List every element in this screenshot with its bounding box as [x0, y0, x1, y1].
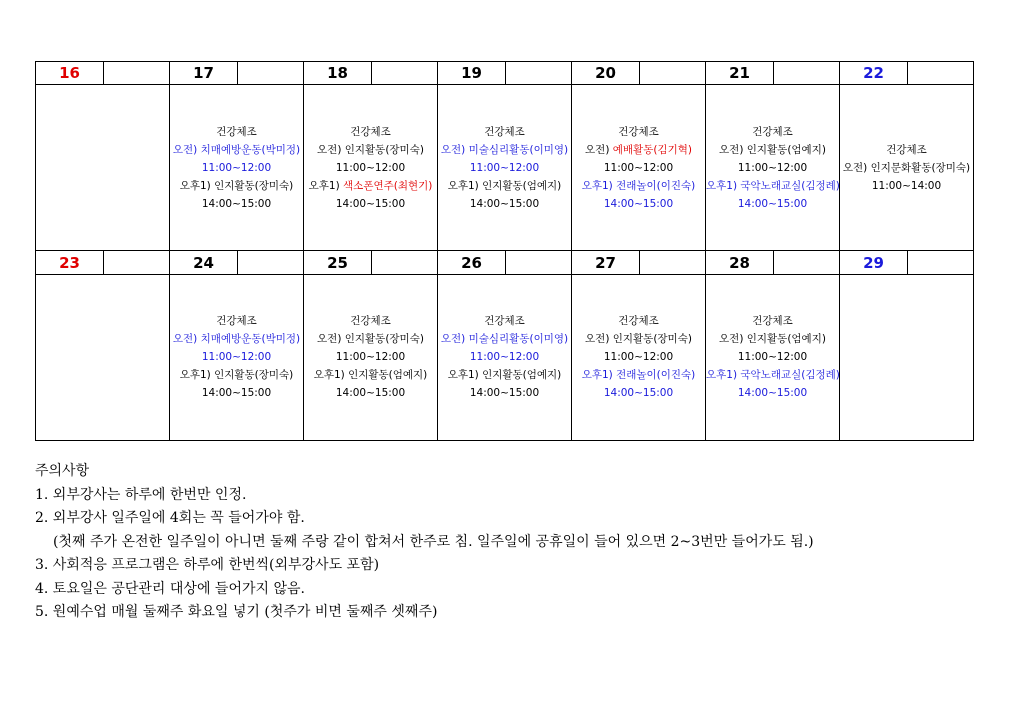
day-number: 21 [706, 62, 774, 85]
day-number: 20 [572, 62, 640, 85]
week-header-row [36, 62, 974, 85]
schedule-line: 11:00~12:00 [335, 351, 406, 364]
day-number: 24 [170, 251, 238, 274]
schedule-line [304, 177, 437, 195]
day-number: 19 [438, 62, 506, 85]
day-schedule-cell [170, 85, 304, 251]
day-schedule-cell [36, 85, 170, 251]
schedule-line: 오전) 미술심리활동(이미영) [440, 143, 569, 156]
week-body-row [36, 274, 974, 440]
day-number: 17 [170, 62, 238, 85]
day-number: 29 [840, 251, 908, 274]
schedule-line: 14:00~15:00 [201, 387, 272, 400]
schedule-line: 오전) 치매예방운동(박미정) [172, 143, 301, 156]
schedule-line: 14:00~15:00 [335, 197, 406, 210]
day-number: 23 [36, 251, 104, 274]
schedule-line: 건강체조 [484, 125, 525, 138]
schedule-line: 11:00~12:00 [469, 161, 540, 174]
day-schedule-cell [840, 85, 974, 251]
day-number: 28 [706, 251, 774, 274]
note-item: 4. 토요일은 공단관리 대상에 들어가지 않음. [35, 580, 305, 597]
day-schedule-cell [438, 85, 572, 251]
day-number: 16 [36, 62, 104, 85]
schedule-line: 건강체조 [484, 315, 525, 328]
schedule-line: 오후1) 전래놀이(이진숙) [581, 369, 696, 382]
day-schedule-cell [572, 274, 706, 440]
schedule-line: 오후1) 국악노래교실(김정례) [706, 179, 840, 192]
schedule-line: 14:00~15:00 [335, 387, 406, 400]
schedule-line: 오후1) 국악노래교실(김정례) [706, 369, 840, 382]
day-number: 18 [304, 62, 372, 85]
day-header-blank [372, 251, 438, 274]
schedule-line: 14:00~15:00 [603, 197, 674, 210]
day-header-blank [640, 251, 706, 274]
note-item: (첫째 주가 온전한 일주일이 아니면 둘째 주랑 같이 합쳐서 한주로 침. 일주일에 공휴일이 들어 있으면 2~3번만 들어가도 됨.) [53, 533, 814, 550]
schedule-line: 건강체조 [752, 315, 793, 328]
schedule-line: 14:00~15:00 [469, 387, 540, 400]
day-number: 22 [840, 62, 908, 85]
day-schedule-cell [572, 85, 706, 251]
schedule-line: 11:00~12:00 [201, 161, 272, 174]
schedule-line: 오후1) 인지활동(엄예지) [447, 369, 562, 382]
schedule-line: 건강체조 [618, 315, 659, 328]
day-schedule-cell [170, 274, 304, 440]
schedule-line: 11:00~12:00 [603, 161, 674, 174]
day-schedule-cell [706, 274, 840, 440]
schedule-line: 11:00~12:00 [335, 161, 406, 174]
schedule-line: 오전) 인지활동(장미숙) [585, 333, 692, 346]
schedule-line-activity: 예배활동(김기혁) [612, 143, 692, 156]
schedule-line: 14:00~15:00 [201, 197, 272, 210]
schedule-line: 오전) 인지활동(장미숙) [317, 143, 424, 156]
day-header-blank [908, 62, 974, 85]
day-schedule-cell [438, 274, 572, 440]
day-header-blank [238, 251, 304, 274]
schedule-line: 건강체조 [350, 125, 391, 138]
day-schedule-cell [36, 274, 170, 440]
note-item: 1. 외부강사는 하루에 한번만 인정. [35, 486, 247, 503]
schedule-line-prefix: 오후1) [308, 179, 344, 192]
day-header-blank [640, 62, 706, 85]
day-header-blank [908, 251, 974, 274]
notes-title: 주의사항 [35, 463, 90, 479]
schedule-line: 오전) 미술심리활동(이미영) [440, 333, 569, 346]
schedule-line: 건강체조 [886, 143, 927, 156]
day-header-blank [104, 251, 170, 274]
schedule-line: 건강체조 [216, 315, 257, 328]
day-header-blank [238, 62, 304, 85]
schedule-line: 건강체조 [216, 125, 257, 138]
schedule-line: 11:00~12:00 [201, 351, 272, 364]
schedule-line [572, 141, 705, 159]
day-schedule-cell [304, 274, 438, 440]
schedule-line: 11:00~14:00 [871, 179, 942, 192]
schedule-line: 11:00~12:00 [469, 351, 540, 364]
day-number: 26 [438, 251, 506, 274]
day-schedule-cell [304, 85, 438, 251]
note-item: 3. 사회적응 프로그램은 하루에 한번씩(외부강사도 포함) [35, 557, 380, 573]
schedule-line: 14:00~15:00 [603, 387, 674, 400]
day-header-blank [372, 62, 438, 85]
schedule-line: 14:00~15:00 [737, 387, 808, 400]
notes-section [35, 460, 1005, 625]
day-header-blank [506, 251, 572, 274]
schedule-line: 11:00~12:00 [737, 161, 808, 174]
schedule-line: 오전) 인지문화활동(장미숙) [842, 161, 971, 174]
day-header-blank [104, 62, 170, 85]
schedule-line: 오전) 인지활동(장미숙) [317, 333, 424, 346]
day-schedule-cell [706, 85, 840, 251]
note-item: 5. 원예수업 매월 둘째주 화요일 넣기 (첫주가 비면 둘째주 셋째주) [35, 604, 438, 620]
schedule-line: 오후1) 인지활동(장미숙) [179, 179, 294, 192]
schedule-line: 오전) 치매예방운동(박미정) [172, 333, 301, 346]
week-body-row [36, 85, 974, 251]
schedule-line: 건강체조 [752, 125, 793, 138]
schedule-line: 건강체조 [618, 125, 659, 138]
day-number: 27 [572, 251, 640, 274]
schedule-line-activity: 색소폰연주(최현기) [343, 179, 433, 192]
weekly-calendar [35, 61, 974, 441]
schedule-line: 오전) 인지활동(엄예지) [719, 333, 826, 346]
day-schedule-cell [840, 274, 974, 440]
note-item: 2. 외부강사 일주일에 4회는 꼭 들어가야 함. [35, 510, 305, 526]
day-header-blank [506, 62, 572, 85]
schedule-line: 14:00~15:00 [469, 197, 540, 210]
schedule-line: 오후1) 인지활동(엄예지) [313, 369, 428, 382]
week-header-row [36, 251, 974, 274]
day-header-blank [774, 251, 840, 274]
schedule-line: 오후1) 인지활동(엄예지) [447, 179, 562, 192]
schedule-line: 오후1) 전래놀이(이진숙) [581, 179, 696, 192]
schedule-line-prefix: 오전) [585, 143, 613, 156]
schedule-line: 오후1) 인지활동(장미숙) [179, 369, 294, 382]
schedule-line: 오전) 인지활동(엄예지) [719, 143, 826, 156]
schedule-line: 11:00~12:00 [737, 351, 808, 364]
schedule-line: 11:00~12:00 [603, 351, 674, 364]
schedule-line: 14:00~15:00 [737, 197, 808, 210]
day-header-blank [774, 62, 840, 85]
day-number: 25 [304, 251, 372, 274]
schedule-line: 건강체조 [350, 315, 391, 328]
